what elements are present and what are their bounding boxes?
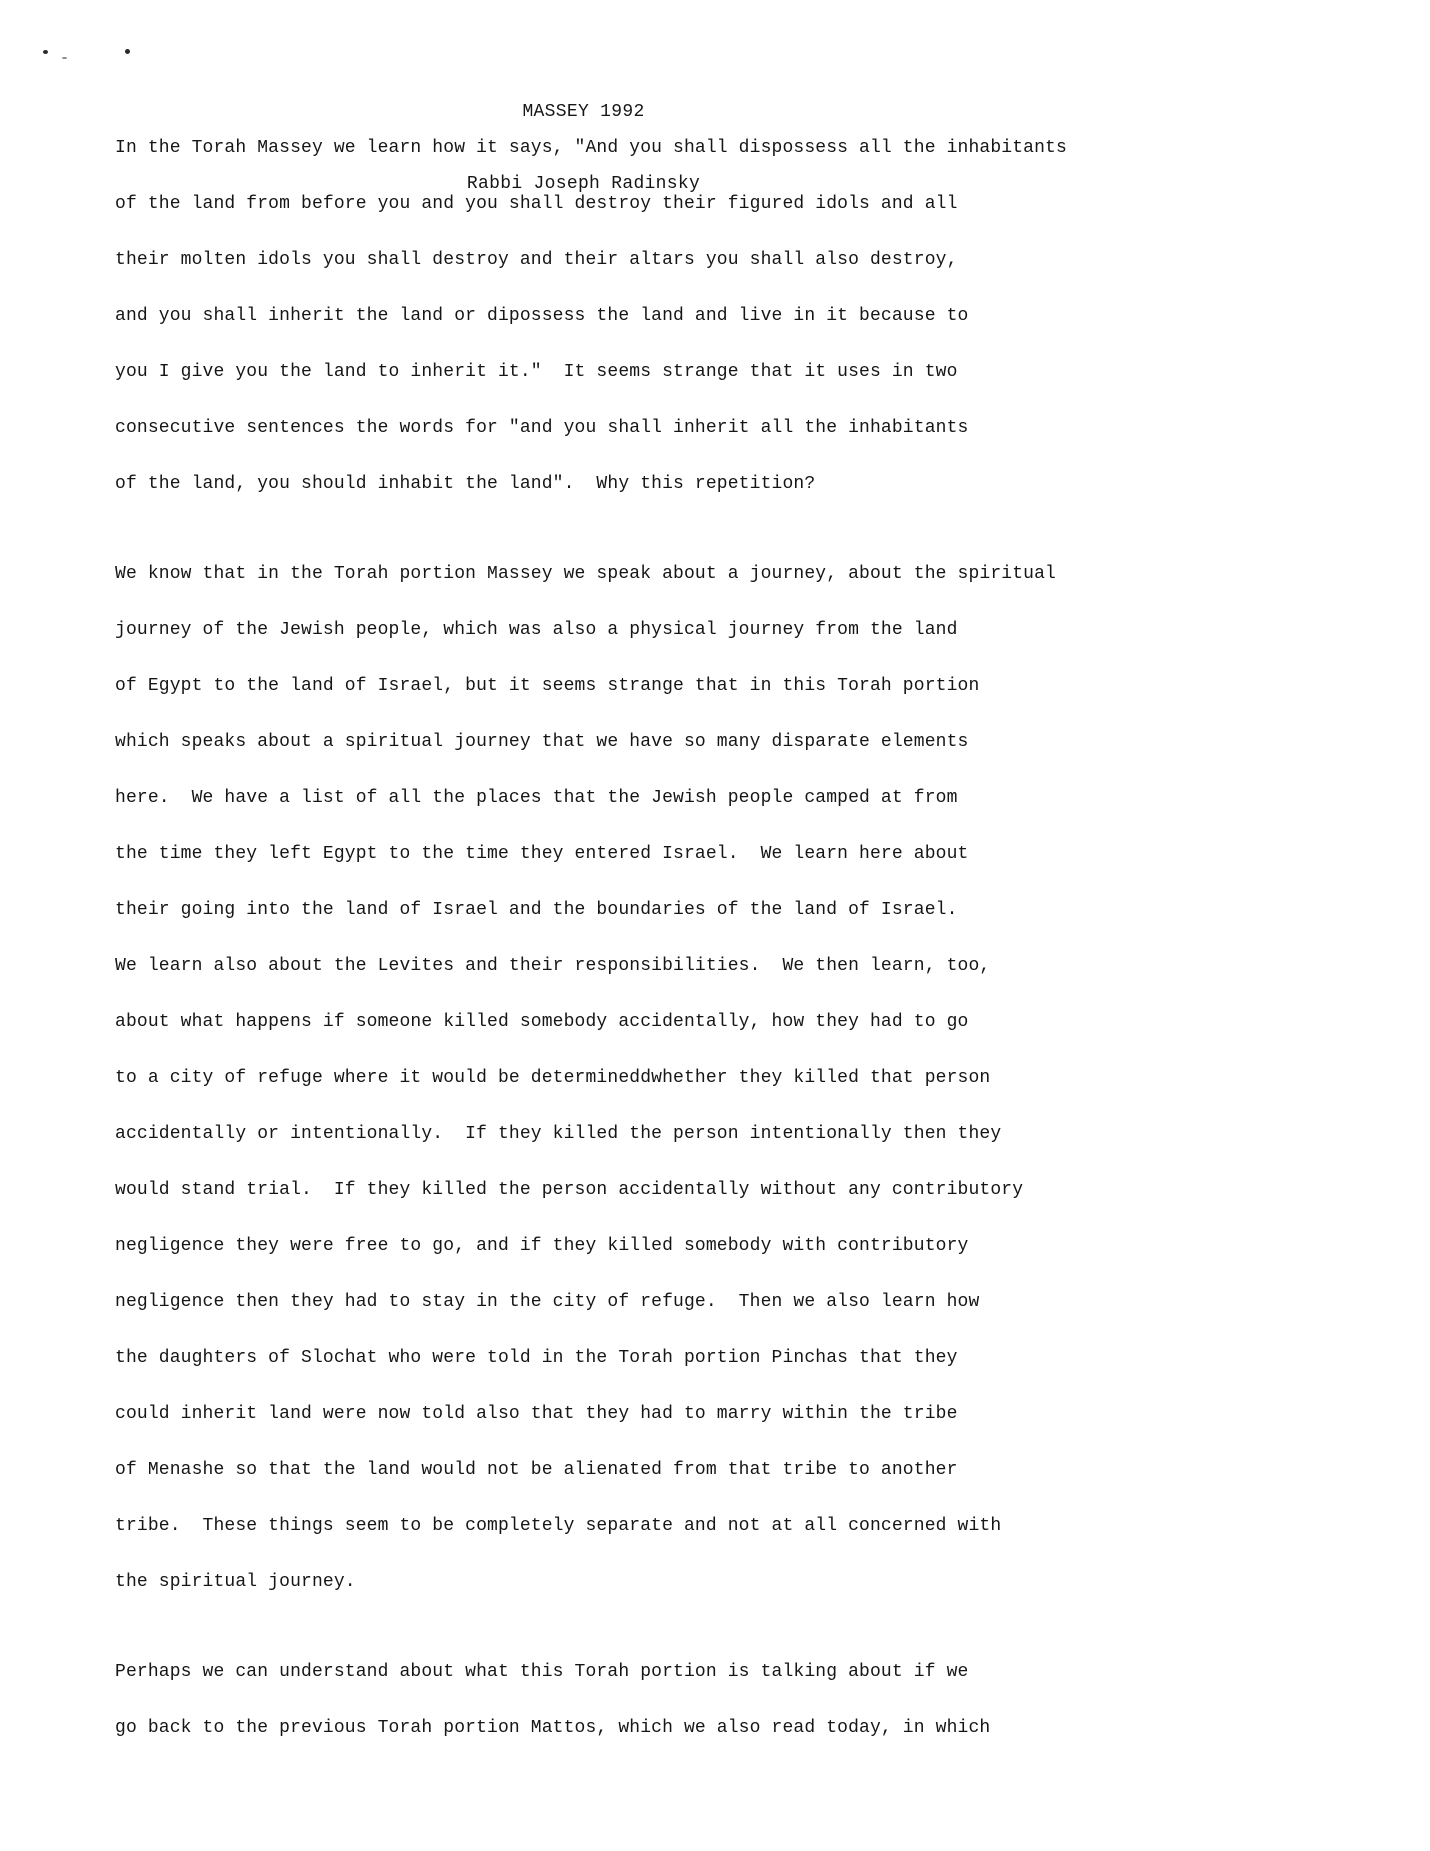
text-line: of the land, you should inhabit the land". Why this repetition? [115, 474, 816, 494]
text-line: go back to the previous Torah portion Mattos, which we also read today, in which [115, 1718, 991, 1738]
text-line: and you shall inherit the land or dipossess the land and live in it because to [115, 306, 969, 326]
paragraph [115, 120, 1405, 512]
text-line: which speaks about a spiritual journey that we have so many disparate elements [115, 732, 969, 752]
text-line: you I give you the land to inherit it." It seems strange that it uses in two [115, 362, 958, 382]
text-line: negligence then they had to stay in the city of refuge. Then we also learn how [115, 1292, 980, 1312]
paragraph [115, 546, 1405, 1610]
text-line: Perhaps we can understand about what this Torah portion is talking about if we [115, 1662, 969, 1682]
text-line: consecutive sentences the words for "and you shall inherit all the inhabitants [115, 418, 969, 438]
text-line: their going into the land of Israel and the boundaries of the land of Israel. [115, 900, 958, 920]
text-line: We know that in the Torah portion Massey we speak about a journey, about the spiritual [115, 564, 1056, 584]
text-line: We learn also about the Levites and their responsibilities. We then learn, too, [115, 956, 991, 976]
scan-speck [62, 57, 67, 59]
text-line: journey of the Jewish people, which was also a physical journey from the land [115, 620, 958, 640]
text-line: negligence they were free to go, and if they killed somebody with contributory [115, 1236, 969, 1256]
document-author: Rabbi Joseph Radinsky [466, 174, 701, 194]
text-line: In the Torah Massey we learn how it says, "And you shall dispossess all the inhabitants [115, 138, 1067, 158]
text-line: of Menashe so that the land would not be alienated from that tribe to another [115, 1460, 958, 1480]
document-body [115, 120, 1405, 1756]
text-line: of Egypt to the land of Israel, but it seems strange that in this Torah portion [115, 676, 980, 696]
text-line: tribe. These things seem to be completely separate and not at all concerned with [115, 1516, 1002, 1536]
text-line: about what happens if someone killed somebody accidentally, how they had to go [115, 1012, 969, 1032]
text-line: to a city of refuge where it would be determineddwhether they killed that person [115, 1068, 991, 1088]
text-line: the daughters of Slochat who were told in the Torah portion Pinchas that they [115, 1348, 958, 1368]
scan-speck [43, 50, 48, 54]
text-line: could inherit land were now told also that they had to marry within the tribe [115, 1404, 958, 1424]
text-line: would stand trial. If they killed the person accidentally without any contributory [115, 1180, 1024, 1200]
document-title: MASSEY 1992 [522, 102, 645, 122]
text-line: of the land from before you and you shall destroy their figured idols and all [115, 194, 958, 214]
scan-speck [125, 49, 130, 54]
text-line: here. We have a list of all the places that the Jewish people camped at from [115, 788, 958, 808]
text-line: the time they left Egypt to the time they entered Israel. We learn here about [115, 844, 969, 864]
text-line: the spiritual journey. [115, 1572, 356, 1592]
text-line: their molten idols you shall destroy and their altars you shall also destroy, [115, 250, 958, 270]
paragraph [115, 1644, 1405, 1756]
text-line: accidentally or intentionally. If they killed the person intentionally then they [115, 1124, 1002, 1144]
